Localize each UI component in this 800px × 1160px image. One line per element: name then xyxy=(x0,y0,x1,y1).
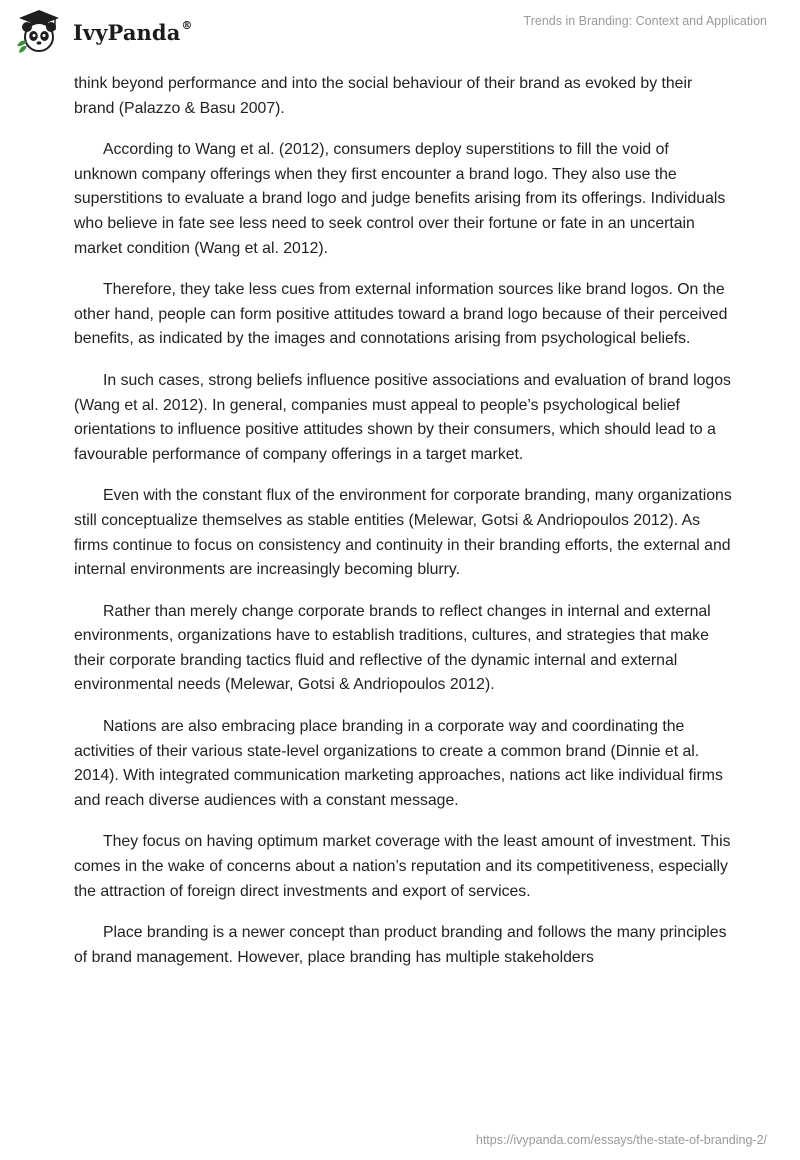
ivypanda-logo[interactable] xyxy=(15,8,193,54)
registered-mark: ® xyxy=(181,18,193,32)
paragraph-4: In such cases, strong beliefs influence positive associations and evaluation of brand logos (Wang et al. 2012). In general, companies must appeal to people’s psychological belief orientations to influence positive attitudes shown by their consumers, which should lead to a favourable performance of company offerings in a target market. xyxy=(74,371,731,463)
paragraph-1: think beyond performance and into the social behaviour of their brand as evoked by their brand (Palazzo & Basu 2007). xyxy=(74,75,693,117)
paragraph-9: Place branding is a newer concept than product branding and follows the many principles of brand management. However, place branding has multiple stakeholders xyxy=(74,924,727,966)
source-url[interactable]: https://ivypanda.com/essays/the-state-of-branding-2/ xyxy=(475,1133,767,1147)
paragraph-6: Rather than merely change corporate brands to reflect changes in internal and external environments, organizations have to establish traditions, cultures, and strategies that make their corporate branding tactics fluid and reflective of the dynamic internal and external environmental needs (Melewar, Gotsi & Andriopoulos 2012). xyxy=(74,602,711,694)
page-header xyxy=(0,0,800,60)
paragraph-2: According to Wang et al. (2012), consumers deploy superstitions to fill the void of unknown company offerings when they first encounter a brand logo. They also use the superstitions to evaluate a brand logo and judge benefits arising from its offerings. Individuals who believe in fate see less need to seek control over their fortune or fate in an uncertain market condition (Wang et al. 2012). xyxy=(74,141,726,257)
paragraph-8: They focus on having optimum market coverage with the least amount of investment. This comes in the wake of concerns about a nation’s reputation and its competitiveness, especially the attraction of foreign direct investments and export of services. xyxy=(74,833,731,900)
paragraph-5: Even with the constant flux of the environment for corporate branding, many organizations still conceptualize themselves as stable entities (Melewar, Gotsi & Andriopoulos 2012). As firms continue to focus on consistency and continuity in their branding efforts, the external and internal environments are increasingly becoming blurry. xyxy=(74,487,732,579)
paragraph-3: Therefore, they take less cues from external information sources like brand logos. On the other hand, people can form positive attitudes toward a brand logo because of their perceived benefits, as indicated by the images and connotations arising from psychological beliefs. xyxy=(74,281,728,348)
document-title: Trends in Branding: Context and Application xyxy=(523,14,767,28)
essay-body xyxy=(74,72,734,987)
logo-wordmark xyxy=(73,20,193,45)
paragraph-7: Nations are also embracing place branding in a corporate way and coordinating the activities of their various state-level organizations to create a common brand (Dinnie et al. 2014). With integrated communication marketing approaches, nations act like individual firms and reach diverse audiences with a constant message. xyxy=(74,718,723,809)
panda-logo-icon xyxy=(15,8,63,54)
brand-name: IvyPanda xyxy=(73,19,181,45)
